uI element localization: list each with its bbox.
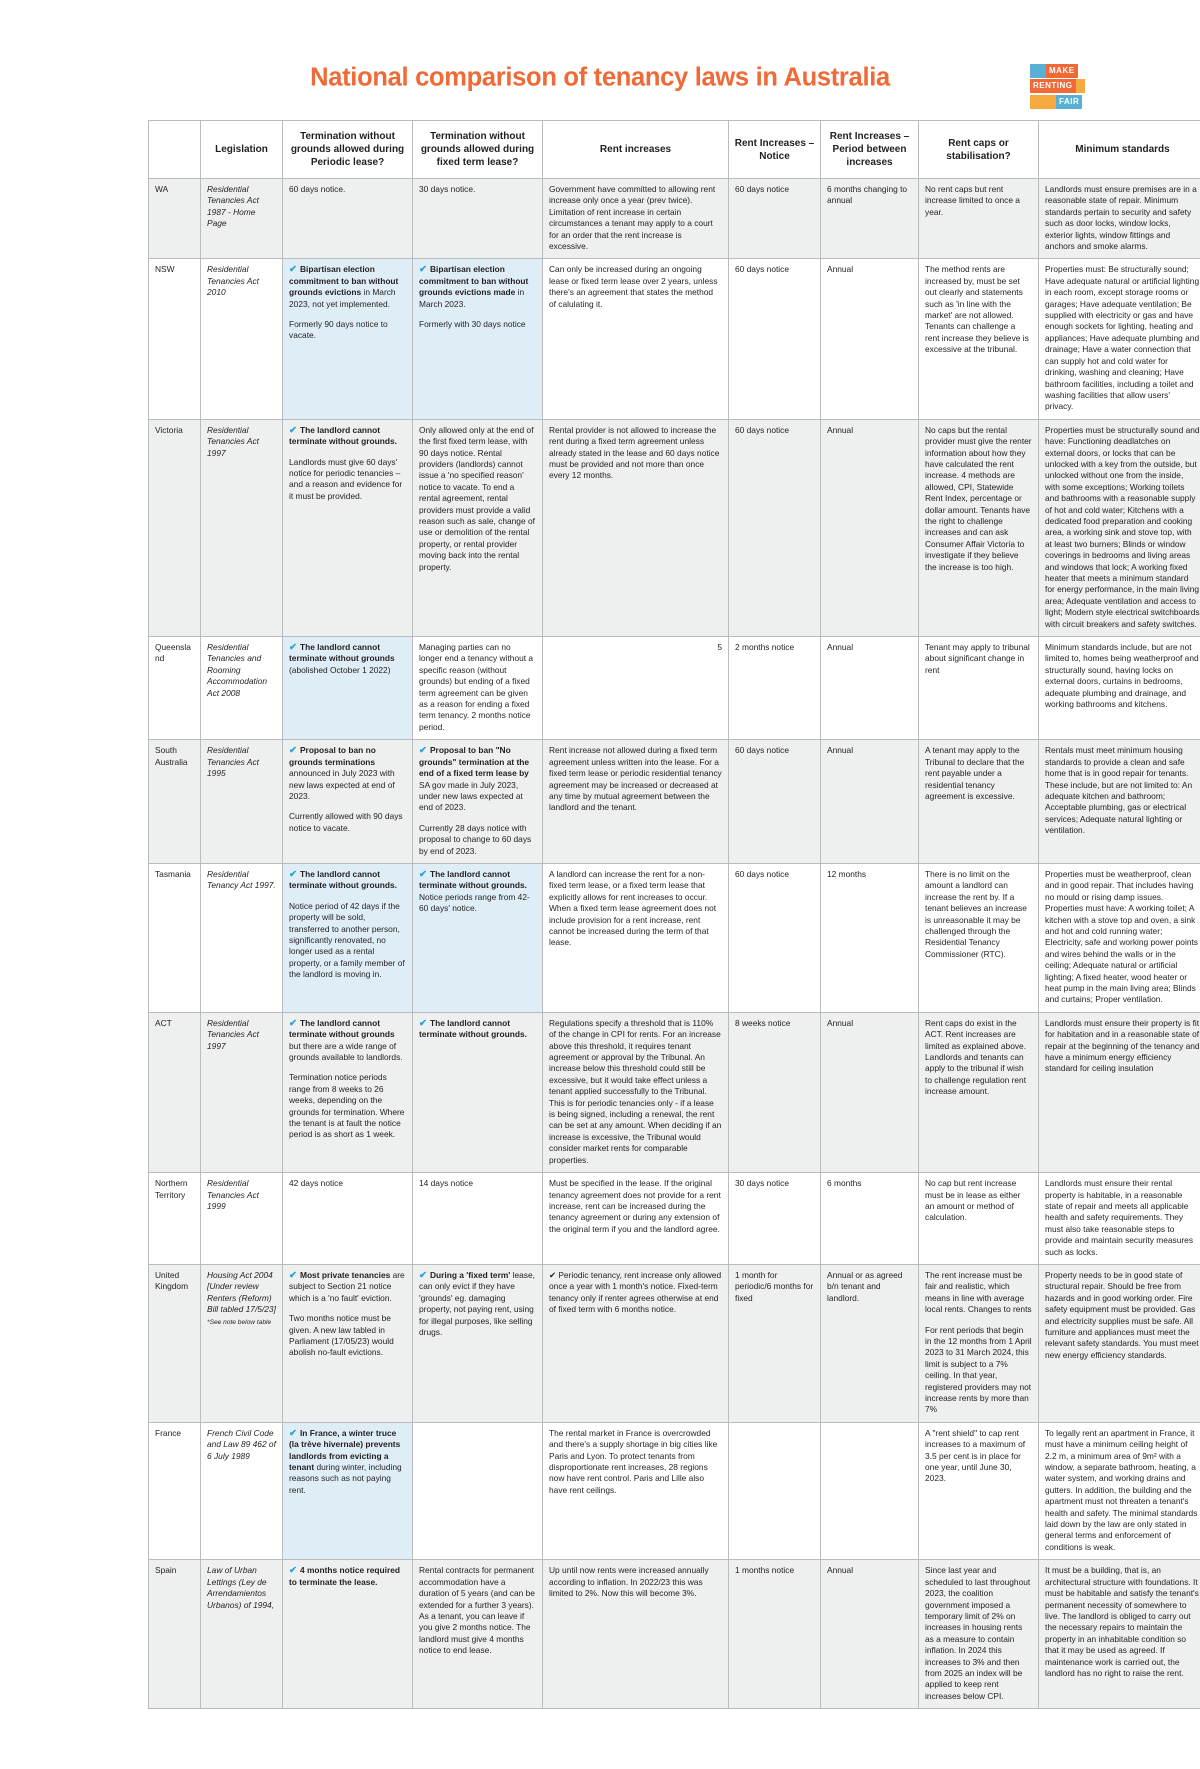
cell-emphasis: The landlord cannot terminate without grounds xyxy=(289,642,395,663)
check-icon: ✔ xyxy=(419,1018,427,1029)
cell-text: No caps but the rental provider must give the renter information about how they have calculated the rent increase. 4 methods are allowed, CPI, Statewide Rent Index, percentage or dollar amount. Tenants have the right to challenge increases and can ask Consumer Affair Victoria to investigate if they believe the increase is too high. xyxy=(925,425,1032,573)
check-icon: ✔ xyxy=(289,1018,297,1029)
cell-text: Rental contracts for permanent accommodation have a duration of 5 years (and can be extended for a further 3 years). As a tenant, you can leave if you give 2 months notice. The landlord must give 4 months notice to end lease. xyxy=(419,1565,535,1655)
cell-emphasis: The landlord cannot terminate without grounds. xyxy=(289,425,397,446)
rent-increases-cell xyxy=(543,179,729,259)
termination-periodic-cell xyxy=(283,419,413,636)
cell-text: 2 months notice xyxy=(735,642,814,653)
cell-text-secondary: Termination notice periods range from 8 weeks to 26 weeks, depending on the grounds for termination. Where the tenant is at fault the notice period is as short as 1 week. xyxy=(289,1072,406,1140)
cell-text: Managing parties can no longer end a tenancy without a specific reason (without grounds) but ending of a fixed term agreement can be given as a reason for ending a fixed term tenancy. 2 months notice period. xyxy=(419,642,533,732)
table-row xyxy=(149,1560,1200,1709)
termination-periodic-cell xyxy=(283,1173,413,1265)
jurisdiction-cell: Northern Territory xyxy=(149,1173,201,1265)
cell-text: A "rent shield" to cap rent increases to a maximum of 3.5 per cent is in place for one year, until June 30, 2023. xyxy=(925,1428,1032,1485)
column-header-term_periodic: Termination without grounds allowed during Periodic lease? xyxy=(283,121,413,179)
termination-periodic-cell xyxy=(283,1422,413,1559)
table-row xyxy=(149,1422,1200,1559)
logo-block-amber-1 xyxy=(1076,79,1085,93)
legislation-title: Law of Urban Lettings (Ley de Arrendamientos Urbanos) of 1994, xyxy=(207,1565,274,1609)
table-body xyxy=(149,179,1200,1709)
termination-periodic-cell xyxy=(283,637,413,740)
rent-increases-cell xyxy=(543,637,729,740)
table-row xyxy=(149,1264,1200,1422)
cell-text: Since last year and scheduled to last throughout 2023, the coalition government imposed a temporary limit of 2% on increases in housing rents as a measure to contain inflation. In 2024 this increases to 3% and then from 2025 an index will be applied to keep rent increases below CPI. xyxy=(925,1565,1032,1702)
cell-text: Rent caps do exist in the ACT. Rent increases are limited as explained above. Landlords and tenants can apply to the tribunal if wish to challenge regulation rent increase amount. xyxy=(925,1018,1032,1098)
rent-period-cell xyxy=(821,637,919,740)
cell-text: The rental market in France is overcrowded and there's a supply shortage in big cities like Paris and Lyon. To protect tenants from disproportionate rent increases, 28 regions now have rent control. Paris and Lille also have rent ceilings. xyxy=(549,1428,722,1496)
cell-text: Annual xyxy=(827,264,912,275)
cell-text-secondary: Landlords must give 60 days' notice for periodic tenancies – and a reason and evidence for it must be provided. xyxy=(289,457,406,503)
legislation-cell xyxy=(201,1012,283,1172)
cell-text: 14 days notice xyxy=(419,1178,473,1188)
legislation-title: French Civil Code and Law 89 462 of 6 July 1989 xyxy=(207,1428,276,1461)
column-header-term_fixed: Termination without grounds allowed during fixed term lease? xyxy=(413,121,543,179)
termination-periodic-cell xyxy=(283,740,413,864)
minimum-standards-cell xyxy=(1039,1422,1200,1559)
legislation-title: Residential Tenancy Act 1997. xyxy=(207,869,276,890)
cell-text-secondary: Currently 28 days notice with proposal to change to 60 days by end of 2023. xyxy=(419,823,536,857)
rent-caps-cell xyxy=(919,259,1039,419)
cell-text: Annual xyxy=(827,1565,912,1576)
rent-notice-cell xyxy=(729,1560,821,1709)
termination-periodic-cell xyxy=(283,259,413,419)
legislation-cell xyxy=(201,179,283,259)
jurisdiction-cell: Spain xyxy=(149,1560,201,1709)
cell-text: 30 days notice. xyxy=(419,184,475,194)
termination-periodic-cell xyxy=(283,863,413,1012)
check-icon: ✔ xyxy=(419,264,427,275)
minimum-standards-cell xyxy=(1039,419,1200,636)
jurisdiction-cell: NSW xyxy=(149,259,201,419)
legislation-cell xyxy=(201,419,283,636)
cell-text: Annual xyxy=(827,642,912,653)
column-header-min_standards: Minimum standards xyxy=(1039,121,1200,179)
table-row xyxy=(149,1173,1200,1265)
legislation-cell xyxy=(201,259,283,419)
cell-text: Tenant may apply to tribunal about significant change in rent xyxy=(925,642,1032,676)
rent-caps-cell xyxy=(919,1173,1039,1265)
rent-notice-cell xyxy=(729,259,821,419)
cell-text: Annual or as agreed b/n tenant and landlord. xyxy=(827,1270,912,1304)
cell-emphasis: In France, a winter truce (la trève hivernale) prevents landlords from evicting a tenant xyxy=(289,1428,400,1472)
cell-emphasis: The landlord cannot terminate without grounds. xyxy=(419,1018,527,1039)
cell-emphasis: The landlord cannot terminate without grounds. xyxy=(419,869,527,890)
cell-emphasis: Bipartisan election commitment to ban without grounds evictions made xyxy=(419,264,528,297)
column-header-legislation: Legislation xyxy=(201,121,283,179)
cell-text: 1 month for periodic/6 months for fixed xyxy=(735,1270,814,1304)
column-header-rent_notice: Rent Increases – Notice xyxy=(729,121,821,179)
rent-notice-cell xyxy=(729,1422,821,1559)
rent-caps-cell xyxy=(919,179,1039,259)
termination-fixed-cell xyxy=(413,1173,543,1265)
cell-emphasis: 4 months notice required to terminate the lease. xyxy=(289,1565,400,1586)
legislation-cell xyxy=(201,740,283,864)
termination-fixed-cell xyxy=(413,740,543,864)
cell-emphasis: Bipartisan election commitment to ban without grounds evictions xyxy=(289,264,398,297)
cell-text: Landlords must ensure their property is fit for habitation and in a reasonable state of repair at the beginning of the tenancy and have a minimum energy efficiency standard for ceiling insulation xyxy=(1045,1018,1200,1075)
rent-increases-cell xyxy=(543,1012,729,1172)
cell-emphasis: The landlord cannot terminate without grounds. xyxy=(289,869,397,890)
termination-fixed-cell xyxy=(413,863,543,1012)
rent-increases-cell xyxy=(543,863,729,1012)
jurisdiction-cell: South Australia xyxy=(149,740,201,864)
rent-caps-cell xyxy=(919,1560,1039,1709)
cell-text: The method rents are increased by, must be set out clearly and statements such as 'in line with the market' are not allowed. Tenants can challenge a rent increase they believe is excessive at the tribunal. xyxy=(925,264,1032,355)
cell-emphasis: Proposal to ban "No grounds" termination at the end of a fixed term lease by xyxy=(419,745,529,778)
rent-period-cell xyxy=(821,419,919,636)
table-row xyxy=(149,637,1200,740)
cell-text: 6 months changing to annual xyxy=(827,184,912,207)
minimum-standards-cell xyxy=(1039,740,1200,864)
cell-text: in March 2023. xyxy=(419,287,524,308)
comparison-table-wrapper xyxy=(100,120,1100,1769)
check-icon: ✔ xyxy=(419,1270,427,1281)
legislation-title: Housing Act 2004 [Under review Renters (Reform) Bill tabled 17/5/23] xyxy=(207,1270,276,1314)
legislation-cell xyxy=(201,863,283,1012)
jurisdiction-cell: Tasmania xyxy=(149,863,201,1012)
cell-text: Up until now rents were increased annually according to inflation. In 2022/23 this was limited to 2%. Now this will become 3%. xyxy=(549,1565,722,1599)
cell-text: 60 days notice xyxy=(735,425,814,436)
minimum-standards-cell xyxy=(1039,1264,1200,1422)
cell-text: Properties must: Be structurally sound; Have adequate natural or artificial lighting in each room, except storage rooms or garages; Have adequate ventilation; Be supplied with electricity or gas and have enough sockets for lighting, heating and appliances; Have adequate plumbing and drainage; Have a water connection that can supply hot and cold water for drinking, washing and cleaning; Have bathroom facilities, including a toilet and washing facilities that allow users' privacy. xyxy=(1045,264,1200,412)
rent-caps-cell xyxy=(919,1422,1039,1559)
cell-text: 8 weeks notice xyxy=(735,1018,814,1029)
jurisdiction-cell: France xyxy=(149,1422,201,1559)
legislation-title: Residential Tenancies Act 2010 xyxy=(207,264,259,297)
rent-period-cell xyxy=(821,1173,919,1265)
termination-fixed-cell xyxy=(413,1560,543,1709)
check-icon: ✔ xyxy=(289,1428,297,1439)
check-icon: ✔ xyxy=(419,869,427,880)
termination-fixed-cell xyxy=(413,1422,543,1559)
cell-text: are subject to Section 21 notice which is a 'no fault' eviction. xyxy=(289,1270,405,1303)
legislation-cell xyxy=(201,1422,283,1559)
cell-text: Landlords must ensure their rental property is habitable, in a reasonable state of repair and meets all applicable health and safety requirements. They must also take reasonable steps to provide and maintain security measures such as locks. xyxy=(1045,1178,1200,1258)
minimum-standards-cell xyxy=(1039,1012,1200,1172)
check-icon: ✔ xyxy=(289,745,297,756)
cell-text: 60 days notice xyxy=(735,869,814,880)
cell-text: The rent increase must be fair and realistic, which means in line with average local rents. Changes to rents xyxy=(925,1270,1032,1316)
check-icon: ✔ xyxy=(289,264,297,275)
table-header-row xyxy=(149,121,1200,179)
cell-text: lease, can only evict if they have 'grounds' eg. damaging property, not paying rent, using for illegal purposes, like selling drugs. xyxy=(419,1270,535,1337)
check-icon: ✔ xyxy=(289,425,297,436)
rent-notice-cell xyxy=(729,863,821,1012)
rent-increases-cell xyxy=(543,1173,729,1265)
rent-notice-cell xyxy=(729,179,821,259)
check-icon: ✔ xyxy=(289,869,297,880)
termination-fixed-cell xyxy=(413,1264,543,1422)
rent-period-cell xyxy=(821,1012,919,1172)
column-header-rent_caps: Rent caps or stabilisation? xyxy=(919,121,1039,179)
cell-text: Regulations specify a threshold that is 110% of the change in CPI for rents. For an increase above this threshold, it requires tenant agreement or approval by the Tribunal. An increase below this threshold could still be excessive, but it would take effect unless a tenant applied successfully to the Tribunal. This is for periodic tenancies only - if a lease is being signed, including a renewal, the rent can be set at any amount. When deciding if an increase is excessive, the Tribunal would consider market rents for comparable properties. xyxy=(549,1018,722,1166)
cell-text-secondary: Formerly 90 days notice to vacate. xyxy=(289,319,406,342)
jurisdiction-cell: United Kingdom xyxy=(149,1264,201,1422)
legislation-title: Residential Tenancies Act 1987 - Home Page xyxy=(207,184,259,228)
legislation-title: Residential Tenancies Act 1997 xyxy=(207,1018,259,1051)
rent-increases-cell xyxy=(543,1422,729,1559)
rent-caps-cell xyxy=(919,1012,1039,1172)
cell-text-secondary: Notice period of 42 days if the property will be sold, transferred to another person, significantly renovated, no longer used as a rental property, or a family member of the landlord is moving in. xyxy=(289,901,406,981)
termination-fixed-cell xyxy=(413,1012,543,1172)
jurisdiction-cell: Queensland xyxy=(149,637,201,740)
cell-text: Notice periods range from 42-60 days' notice. xyxy=(419,892,530,913)
rent-increases-cell xyxy=(543,740,729,864)
tenancy-law-comparison-table xyxy=(148,120,1200,1709)
cell-text: 30 days notice xyxy=(735,1178,814,1189)
cell-text: Annual xyxy=(827,1018,912,1029)
rent-increases-cell xyxy=(543,1560,729,1709)
cell-text-secondary: Currently allowed with 90 days notice to vacate. xyxy=(289,811,406,834)
cell-text: during winter, including reasons such as not paying rent. xyxy=(289,1462,402,1495)
jurisdiction-cell: WA xyxy=(149,179,201,259)
rent-caps-cell xyxy=(919,1264,1039,1422)
minimum-standards-cell xyxy=(1039,1560,1200,1709)
legislation-title: Residential Tenancies Act 1999 xyxy=(207,1178,259,1211)
rent-notice-cell xyxy=(729,419,821,636)
rent-notice-cell xyxy=(729,637,821,740)
logo-block-amber-2 xyxy=(1030,95,1056,109)
cell-text: 12 months xyxy=(827,869,912,880)
cell-text-secondary: Two months notice must be given. A new law tabled in Parliament (17/05/23) would abolish no-fault evictions. xyxy=(289,1313,406,1359)
cell-emphasis: Proposal to ban no grounds terminations xyxy=(289,745,376,766)
cell-text: No cap but rent increase must be in lease as either an amount or method of calculation. xyxy=(925,1178,1032,1224)
legislation-cell xyxy=(201,1264,283,1422)
cell-text: announced in July 2023 with new laws expected at end of 2023. xyxy=(289,768,395,801)
rent-caps-cell xyxy=(919,740,1039,864)
check-icon: ✔ xyxy=(289,1270,297,1281)
table-row xyxy=(149,1012,1200,1172)
cell-text: 5 xyxy=(549,642,722,653)
page-title: National comparison of tenancy laws in Australia xyxy=(0,64,1200,93)
cell-text: A landlord can increase the rent for a non-fixed term lease, or a fixed term lease that explicitly allows for rent increases to occur. When a fixed term lease agreement does not include provision for a rent increase, rent cannot be increased during the term of that lease. xyxy=(549,869,722,949)
cell-text: Rental provider is not allowed to increase the rent during a fixed term agreement unless already stated in the lease and 60 days notice must be provided and not more than once every 12 months. xyxy=(549,425,722,482)
make-renting-fair-logo xyxy=(1030,64,1094,110)
cell-emphasis: Most private tenancies xyxy=(300,1270,390,1280)
rent-caps-cell xyxy=(919,419,1039,636)
cell-text: Minimum standards include, but are not limited to, homes being weatherproof and structurally sound, having locks on external doors, curtains in bedrooms, adequate plumbing and drainage, and working bathrooms and kitchens. xyxy=(1045,642,1200,710)
legislation-title: Residential Tenancies Act 1997 xyxy=(207,425,259,458)
rent-period-cell xyxy=(821,179,919,259)
minimum-standards-cell xyxy=(1039,637,1200,740)
rent-caps-cell xyxy=(919,863,1039,1012)
logo-text-make: MAKE xyxy=(1046,64,1078,78)
cell-text: Landlords must ensure premises are in a reasonable state of repair. Minimum standards pertain to security and safety such as door locks, window locks, exterior lights, window fittings and anchors and smoke alarms. xyxy=(1045,184,1200,252)
rent-period-cell xyxy=(821,1422,919,1559)
column-header-jurisdiction xyxy=(149,121,201,179)
column-header-rent_period: Rent Increases – Period between increases xyxy=(821,121,919,179)
minimum-standards-cell xyxy=(1039,863,1200,1012)
logo-text-renting: RENTING xyxy=(1030,79,1076,93)
legislation-title: Residential Tenancies and Rooming Accommodation Act 2008 xyxy=(207,642,267,698)
termination-fixed-cell xyxy=(413,419,543,636)
rent-increases-cell xyxy=(543,1264,729,1422)
cell-text: Rentals must meet minimum housing standards to provide a clean and safe home that is in good repair for tenants. These include, but are not limited to: An adequate kitchen and bathroom; Acceptable plumbing, gas or electrical services; Adequate natural lighting or ventilation. xyxy=(1045,745,1200,836)
cell-text: 60 days notice. xyxy=(289,184,345,194)
jurisdiction-cell: ACT xyxy=(149,1012,201,1172)
minimum-standards-cell xyxy=(1039,179,1200,259)
cell-text: For rent periods that begin in the 12 months from 1 April 2023 to 31 March 2024, this limit is subject to a 7% ceiling. In that year, registered providers may not increase rents by more than 7% xyxy=(925,1325,1032,1416)
logo-block-blue-1 xyxy=(1030,64,1046,78)
cell-text: 42 days notice xyxy=(289,1178,343,1188)
minimum-standards-cell xyxy=(1039,1173,1200,1265)
legislation-footnote: *See note below table xyxy=(207,1318,276,1327)
check-icon: ✔ xyxy=(419,745,427,756)
cell-text: 1 months notice xyxy=(735,1565,814,1576)
jurisdiction-cell: Victoria xyxy=(149,419,201,636)
cell-text: 6 months xyxy=(827,1178,912,1189)
rent-caps-cell xyxy=(919,637,1039,740)
cell-text: Annual xyxy=(827,425,912,436)
cell-text: No rent caps but rent increase limited to once a year. xyxy=(925,184,1032,218)
cell-text: 60 days notice xyxy=(735,745,814,756)
cell-text: Government have committed to allowing rent increase only once a year (prev twice). Limitation of rent increase in certain circumstances a tenant may apply to a court for an order that the rent increase is excessive. xyxy=(549,184,722,252)
legislation-title: Residential Tenancies Act 1995 xyxy=(207,745,259,778)
rent-notice-cell xyxy=(729,1264,821,1422)
cell-text: SA gov made in July 2023, under new laws expected at end of 2023. xyxy=(419,780,523,813)
rent-notice-cell xyxy=(729,740,821,864)
logo-text-fair: FAIR xyxy=(1056,95,1082,109)
termination-fixed-cell xyxy=(413,259,543,419)
cell-text: Property needs to be in good state of structural repair. Should be free from hazards and in good working order. Fire safety equipment must be provided. Gas and electricity supplies must be safe. All furniture and appliances must meet the relevant safety standards. You must meet new energy efficiency standards. xyxy=(1045,1270,1200,1361)
cell-text: 60 days notice xyxy=(735,184,814,195)
termination-periodic-cell xyxy=(283,179,413,259)
rent-notice-cell xyxy=(729,1173,821,1265)
cell-text: Only allowed only at the end of the first fixed term lease, with 90 days notice. Rental providers (landlords) cannot issue a 'no specified reason' notice to vacate. To end a rental agreement, rental providers must provide a valid reason such as sale, change of use or demolition of the rental property, or rental provider moving back into the rental property. xyxy=(419,425,535,572)
table-row xyxy=(149,419,1200,636)
cell-text: There is no limit on the amount a landlord can increase the rent by. If a tenant believes an increase is unreasonable it may be challenged through the Residential Tenancy Commissioner (RTC). xyxy=(925,869,1032,960)
cell-emphasis: The landlord cannot terminate without grounds xyxy=(289,1018,395,1039)
legislation-cell xyxy=(201,1173,283,1265)
cell-text: but there are a wide range of grounds available to landlords. xyxy=(289,1041,403,1062)
document-header xyxy=(0,0,1200,120)
rent-increases-cell xyxy=(543,259,729,419)
termination-periodic-cell xyxy=(283,1264,413,1422)
cell-text: To legally rent an apartment in France, it must have a minimum ceiling height of 2.2 m, a minimum area of 9m² with a window, a separate bathroom, heating, a water system, and working drains and gutters. In addition, the building and the apartment must not threaten a tenant's health and safety. The minimal standards laid down by the law are only stated in general terms and enforcement of conditions is weak. xyxy=(1045,1428,1200,1553)
cell-emphasis: During a 'fixed term' xyxy=(430,1270,510,1280)
cell-text: ✔ Periodic tenancy, rent increase only allowed once a year with 1 month's notice. Fixed-term tenancy only if renter agrees otherwise at end of fixed term with 6 months notice. xyxy=(549,1270,722,1316)
termination-fixed-cell xyxy=(413,637,543,740)
legislation-cell xyxy=(201,637,283,740)
check-icon: ✔ xyxy=(289,642,297,653)
table-row xyxy=(149,259,1200,419)
termination-periodic-cell xyxy=(283,1012,413,1172)
cell-text-secondary: Formerly with 30 days notice xyxy=(419,319,536,330)
termination-fixed-cell xyxy=(413,179,543,259)
cell-text: A tenant may apply to the Tribunal to declare that the rent payable under a residential tenancy agreement is excessive. xyxy=(925,745,1032,802)
rent-period-cell xyxy=(821,1560,919,1709)
table-row xyxy=(149,740,1200,864)
cell-text: (abolished October 1 2022) xyxy=(289,665,391,675)
rent-period-cell xyxy=(821,1264,919,1422)
table-row xyxy=(149,863,1200,1012)
cell-text: Annual xyxy=(827,745,912,756)
cell-text: Properties must be structurally sound and have: Functioning deadlatches on external doors, or locks that can be unlocked with a key from the outside, but unlocked without one from the inside, with some exceptions; Working toilets and bathrooms with a reasonable supply of hot and cold water; Kitchens with a dedicated food preparation and cooking area, a working sink and stove top, with at least two burners; Blinds or window coverings in bedrooms and living areas and windows that lock; A working fixed heater that meets a minimum standard for energy performance, in the main living area; Adequate ventilation and access to light; Modern style electrical switchboards with circuit breakers and safety switches. xyxy=(1045,425,1200,630)
rent-notice-cell xyxy=(729,1012,821,1172)
table-row xyxy=(149,179,1200,259)
cell-text: It must be a building, that is, an architectural structure with foundations. It must be habitable and satisfy the tenant's permanent necessity of somewhere to live. The landlord is obliged to carry out the necessary repairs to maintain the property in an inhabitable condition so that it may be used as agreed. If maintenance work is carried out, the landlord has no right to raise the rent. xyxy=(1045,1565,1200,1679)
legislation-cell xyxy=(201,1560,283,1709)
termination-periodic-cell xyxy=(283,1560,413,1709)
rent-period-cell xyxy=(821,740,919,864)
rent-period-cell xyxy=(821,259,919,419)
rent-period-cell xyxy=(821,863,919,1012)
minimum-standards-cell xyxy=(1039,259,1200,419)
cell-text: Must be specified in the lease. If the original tenancy agreement does not provide for a rent increase, rent can be increased during the tenancy agreement or during any extension of the original term if you and the landlord agree. xyxy=(549,1178,722,1235)
cell-text: in March 2023, not yet implemented. xyxy=(289,287,396,308)
cell-text: 60 days notice xyxy=(735,264,814,275)
rent-increases-cell xyxy=(543,419,729,636)
cell-text: Rent increase not allowed during a fixed term agreement unless written into the lease. For a fixed term lease or periodic residential tenancy agreement may be increased or decreased at any time by mutual agreement between the landlord and the tenant. xyxy=(549,745,722,813)
cell-text: Properties must be weatherproof, clean and in good repair. That includes having no mould or rising damp issues. Properties must have: A working toilet; A kitchen with a stove top and oven, a sink and hot and cold running water; Electricity, safe and working power points and wires behind the walls or in the ceiling; Adequate natural or artificial lighting; A fixed heater, wood heater or heat pump in the main living area; Blinds and curtains; Proper ventilation. xyxy=(1045,869,1200,1006)
check-icon: ✔ xyxy=(289,1565,297,1576)
column-header-rent_increases: Rent increases xyxy=(543,121,729,179)
cell-text: Can only be increased during an ongoing lease or fixed term lease over 2 years, unless there's an agreement that states the method of calulating it. xyxy=(549,264,722,310)
